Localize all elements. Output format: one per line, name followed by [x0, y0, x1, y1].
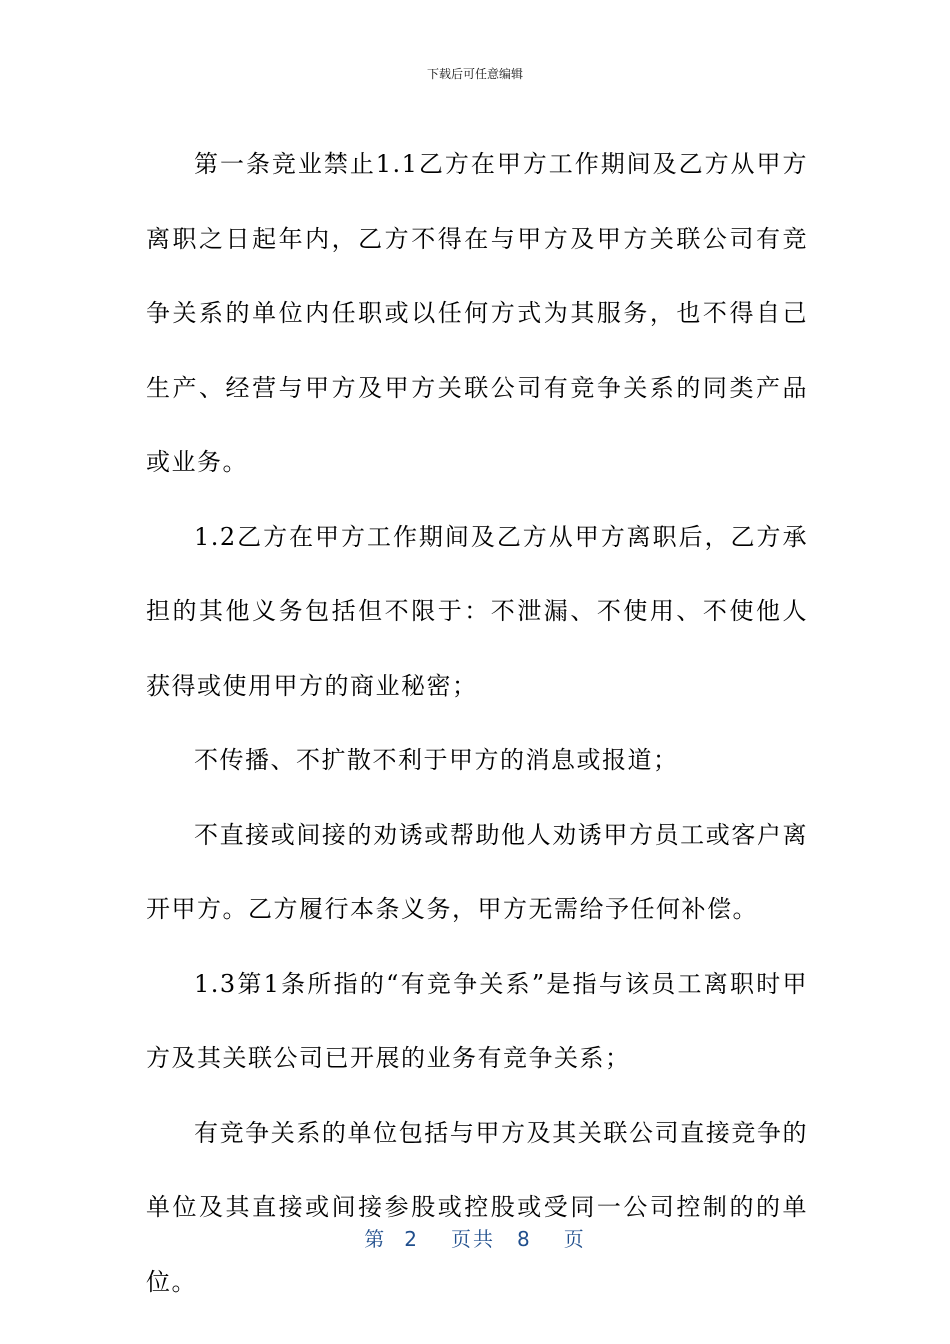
paragraph-competition-definition-1-3: 1.3第1条所指的“有竞争关系”是指与该员工离职时甲方及其关联公司已开展的业务有竞争关系； [146, 969, 808, 1072]
page-header: 下载后可任意编辑 [426, 67, 523, 81]
page-label-middle: 页共 [451, 1227, 495, 1251]
paragraph-no-spreading: 不传播、不扩散不利于甲方的消息或报道； [194, 746, 679, 774]
total-pages-number: 8 [517, 1227, 532, 1251]
page-footer [0, 1226, 950, 1252]
paragraph-obligations-1-2: 1.2乙方在甲方工作期间及乙方从甲方离职后，乙方承担的其他义务包括但不限于：不泄漏、不使用、不使他人获得或使用甲方的商业秘密； [146, 522, 808, 700]
document-body [146, 127, 808, 1319]
page-label-suffix: 页 [563, 1227, 586, 1251]
page-label-prefix: 第 [364, 1227, 387, 1251]
paragraph-non-compete-1-1: 第一条竞业禁止1.1乙方在甲方工作期间及乙方从甲方离职之日起年内，乙方不得在与甲方及甲方关联公司有竞争关系的单位内任职或以任何方式为其服务，也不得自己生产、经营与甲方及甲方关联公司有竞争关系的同类产品或业务。 [146, 150, 808, 476]
paragraph-competing-units: 有竞争关系的单位包括与甲方及其关联公司直接竞争的单位及其直接或间接参股或控股或受同一公司控制的的单位。 [146, 1118, 808, 1296]
current-page-number: 2 [404, 1227, 419, 1251]
paragraph-no-solicitation: 不直接或间接的劝诱或帮助他人劝诱甲方员工或客户离开甲方。乙方履行本条义务，甲方无需给予任何补偿。 [146, 820, 808, 923]
